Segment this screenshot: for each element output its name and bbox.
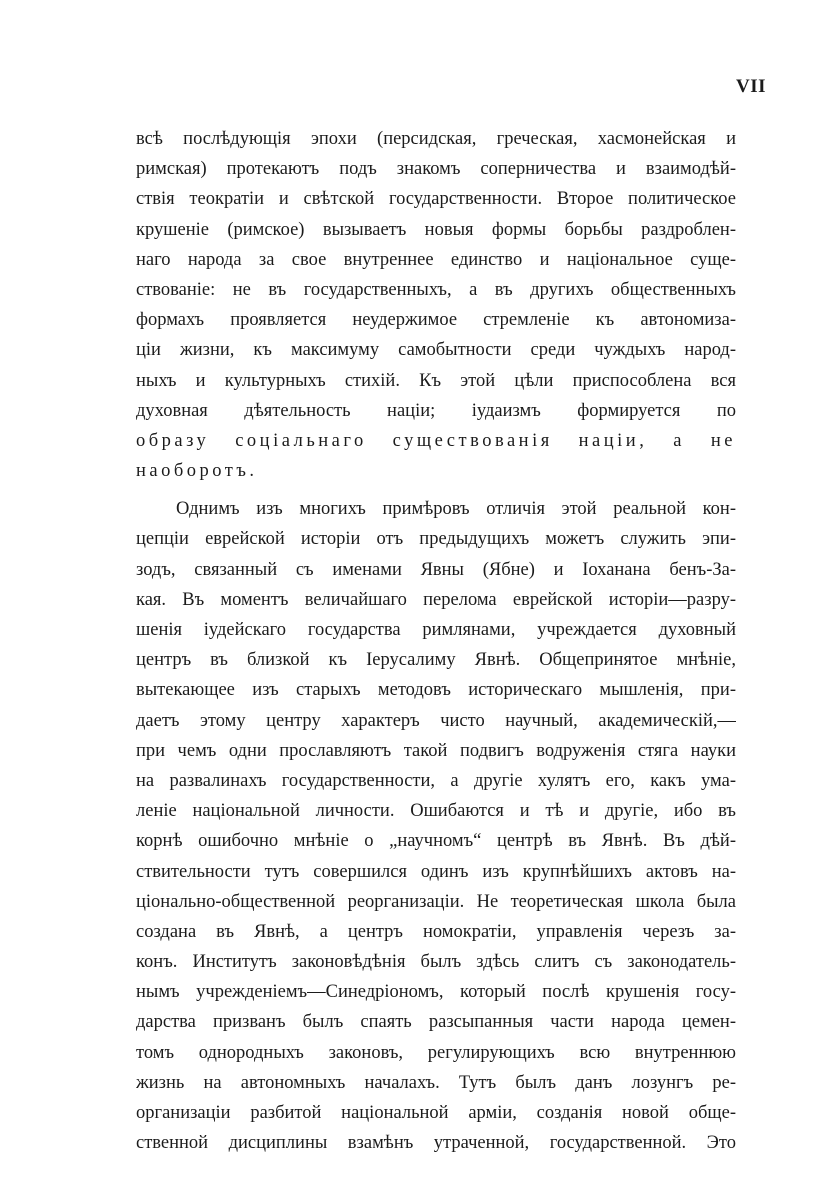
text-line: ственной дисциплины взамѣнъ утраченной, государственной. Это [136, 1133, 736, 1154]
text-line: на развалинахъ государственности, а другіе хулятъ его, какъ ума- [136, 770, 736, 791]
text-line: корнѣ ошибочно мнѣніе о „научномъ“ центрѣ въ Явнѣ. Въ дѣй- [136, 831, 736, 852]
text-line: томъ однородныхъ законовъ, регулирующихъ всю внутреннюю [136, 1042, 736, 1063]
text-line: формахъ проявляется неудержимое стремленіе къ автономиза- [136, 310, 736, 331]
text-line: всѣ послѣдующія эпохи (персидская, греческая, хасмонейская и [136, 129, 736, 149]
text-line: создана въ Явнѣ, а центръ номократіи, управленія черезъ за- [136, 921, 736, 942]
text-line: ціи жизни, къ максимуму самобытности среди чуждыхъ народ- [136, 340, 736, 361]
page-body [136, 124, 736, 1158]
text-line: даетъ этому центру характеръ чисто научный, академическій,— [136, 710, 736, 731]
text-line: шенія іудейскаго государства римлянами, учреждается духовный [136, 620, 736, 640]
text-line: ствованіе: не въ государственныхъ, а въ другихъ общественныхъ [136, 279, 736, 300]
text-line: кая. Въ моментъ величайшаго перелома еврейской исторіи—разру- [136, 589, 736, 610]
text-line: дарства призванъ былъ спаять разсыпанныя части народа цемен- [136, 1012, 736, 1033]
text-line: ствительности тутъ совершился одинъ изъ крупнѣйшихъ актовъ на- [136, 861, 736, 882]
text-line: центръ въ близкой къ Іерусалиму Явнѣ. Общепринятое мнѣніе, [136, 650, 736, 671]
text-line: образу соціальнаго существованія націи, а не [136, 430, 736, 451]
text-line: крушеніе (римское) вызываетъ новыя формы борьбы раздроблен- [136, 219, 736, 240]
page-number: VII [735, 76, 766, 97]
text-line: цепціи еврейской исторіи отъ предыдущихъ можетъ служить эпи- [136, 529, 736, 550]
text-line: ціонально-общественной реорганизаціи. Не теоретическая школа была [136, 891, 736, 912]
text-line: вытекающее изъ старыхъ методовъ историческаго мышленія, при- [136, 680, 736, 701]
text-line: наго народа за свое внутреннее единство и національное суще- [136, 249, 736, 270]
text-line: нымъ учрежденіемъ—Синедріономъ, который послѣ крушенія госу- [136, 982, 736, 1003]
text-line: наоборотъ. [136, 461, 258, 482]
text-line: ныхъ и культурныхъ стихій. Къ этой цѣли приспособлена вся [136, 370, 736, 391]
text-line: при чемъ одни прославляютъ такой подвигъ водруженія стяга науки [136, 740, 736, 761]
text-line: леніе національной личности. Ошибаются и тѣ и другіе, ибо въ [136, 801, 736, 822]
text-line: духовная дѣятельность націи; іудаизмъ формируется по [136, 400, 736, 421]
text-line: римская) протекаютъ подъ знакомъ соперничества и взаимодѣй- [136, 159, 736, 180]
text-line: организаціи разбитой національной арміи, созданія новой обще- [136, 1103, 736, 1123]
text-line: Однимъ изъ многихъ примѣровъ отличія этой реальной кон- [176, 499, 736, 520]
text-line: жизнь на автономныхъ началахъ. Тутъ былъ данъ лозунгъ ре- [136, 1072, 736, 1093]
text-line: зодъ, связанный съ именами Явны (Ябне) и Іоханана бенъ-За- [136, 559, 736, 580]
text-line: ствія теократіи и свѣтской государственности. Второе политическое [136, 189, 736, 210]
text-line: конъ. Институтъ законовѣдѣнія былъ здѣсь слитъ съ законодатель- [136, 952, 736, 973]
